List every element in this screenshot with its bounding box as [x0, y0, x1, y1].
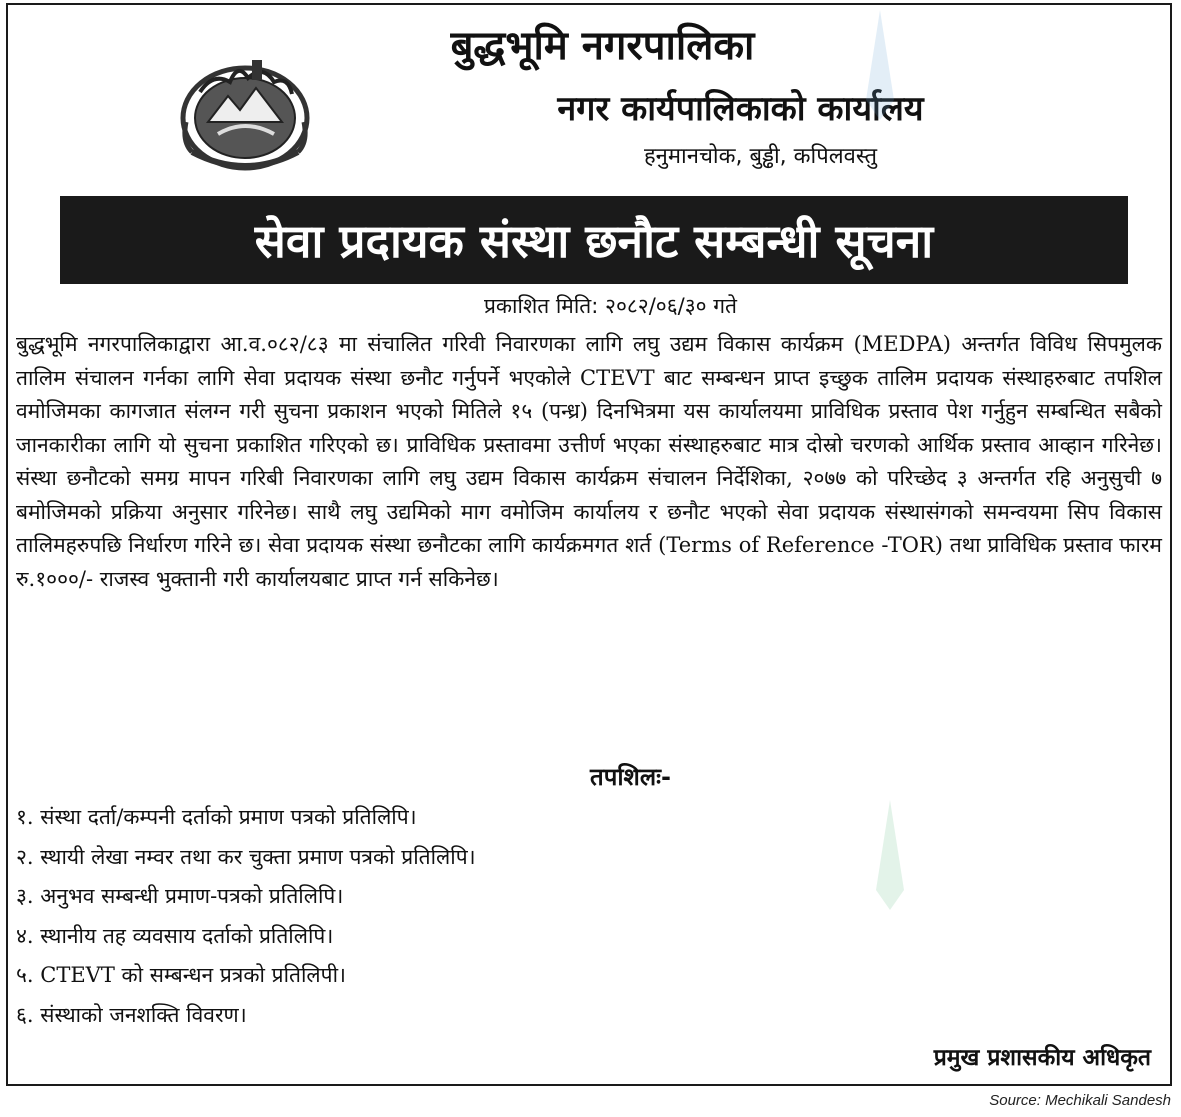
published-date: प्रकाशित मिति: २०८२/०६/३० गते [483, 294, 737, 318]
list-item: ६. संस्थाको जनशक्ति विवरण। [16, 1002, 247, 1027]
source-credit: Source: Mechikali Sandesh [989, 1092, 1171, 1109]
office-name: नगर कार्यपालिकाको कार्यालय [557, 89, 924, 129]
list-item: ५. CTEVT को सम्बन्धन प्रत्रको प्रतिलिपी। [16, 963, 346, 987]
requirements-list [16, 798, 476, 1035]
list-item: ४. स्थानीय तह व्यवसाय दर्ताको प्रतिलिपि। [16, 923, 334, 948]
list-heading: तपशिलः- [590, 763, 671, 791]
signatory: प्रमुख प्रशासकीय अधिकृत [933, 1045, 1151, 1071]
notice-title-banner [60, 196, 1128, 284]
office-address: हनुमानचोक, बुड्ढी, कपिलवस्तु [643, 144, 877, 169]
list-item: १. संस्था दर्ता/कम्पनी दर्ताको प्रमाण पत्रको प्रतिलिपि। [16, 805, 417, 829]
notice-body: बुद्धभूमि नगरपालिकाद्वारा आ.व.०८२/८३ मा संचालित गरिवी निवारणका लागि लघु उद्यम विकास कार्यक्रम (MEDPA) अन्तर्गत विविध सिपमुलक तालिम संचालन गर्नका लागि सेवा प्रदायक संस्था छनौट गर्नुपर्ने भएकोले CTEVT बाट सम्बन्धन प्राप्त इच्छुक तालिम प्रदायक संस्थाहरुबाट तपशिल वमोजिमका कागजात संलग्न गरी सुचना प्रकाशन भएको मितिले १५ (पन्ध्र) दिनभित्रमा यस कार्यालयमा प्राविधिक प्रस्ताव पेश गर्नुहुन सम्बन्धित सबैको जानकारीका लागि यो सुचना प्रकाशित गरिएको छ। प्राविधिक प्रस्तावमा उत्तीर्ण भएका संस्थाहरुबाट मात्र दोस्रो चरणको आर्थिक प्रस्ताव आव्हान गरिनेछ। संस्था छनौटको समग्र मापन गरिबी निवारणका लागि लघु उद्यम विकास कार्यक्रम संचालन निर्देशिका, २०७७ को परिच्छेद ३ अन्तर्गत रहि अनुसुची ७ बमोजिमको प्रक्रिया अनुसार गरिनेछ। साथै लघु उद्यमिको माग वमोजिम कार्यालय र छनौट भएको सेवा प्रदायक संस्थासंगको समन्वयमा सिप विकास तालिमहरुपछि निर्धारण गरिने छ। सेवा प्रदायक संस्था छनौटका लागि कार्यक्रमगत शर्त (Terms of Reference -TOR) तथा प्राविधिक प्रस्ताव फारम रु.१०००/- राजस्व भुक्तानी गरी कार्यालयबाट प्राप्त गर्न सकिनेछ। [16, 332, 1162, 591]
notice-title: सेवा प्रदायक संस्था छनौट सम्बन्धी सूचना [254, 214, 934, 268]
list-item: २. स्थायी लेखा नम्वर तथा कर चुक्ता प्रमाण पत्रको प्रतिलिपि। [16, 844, 476, 869]
list-item: ३. अनुभव सम्बन्धी प्रमाण-पत्रको प्रतिलिपि। [16, 884, 344, 908]
municipality-name: बुद्धभूमि नगरपालिका [450, 23, 755, 69]
